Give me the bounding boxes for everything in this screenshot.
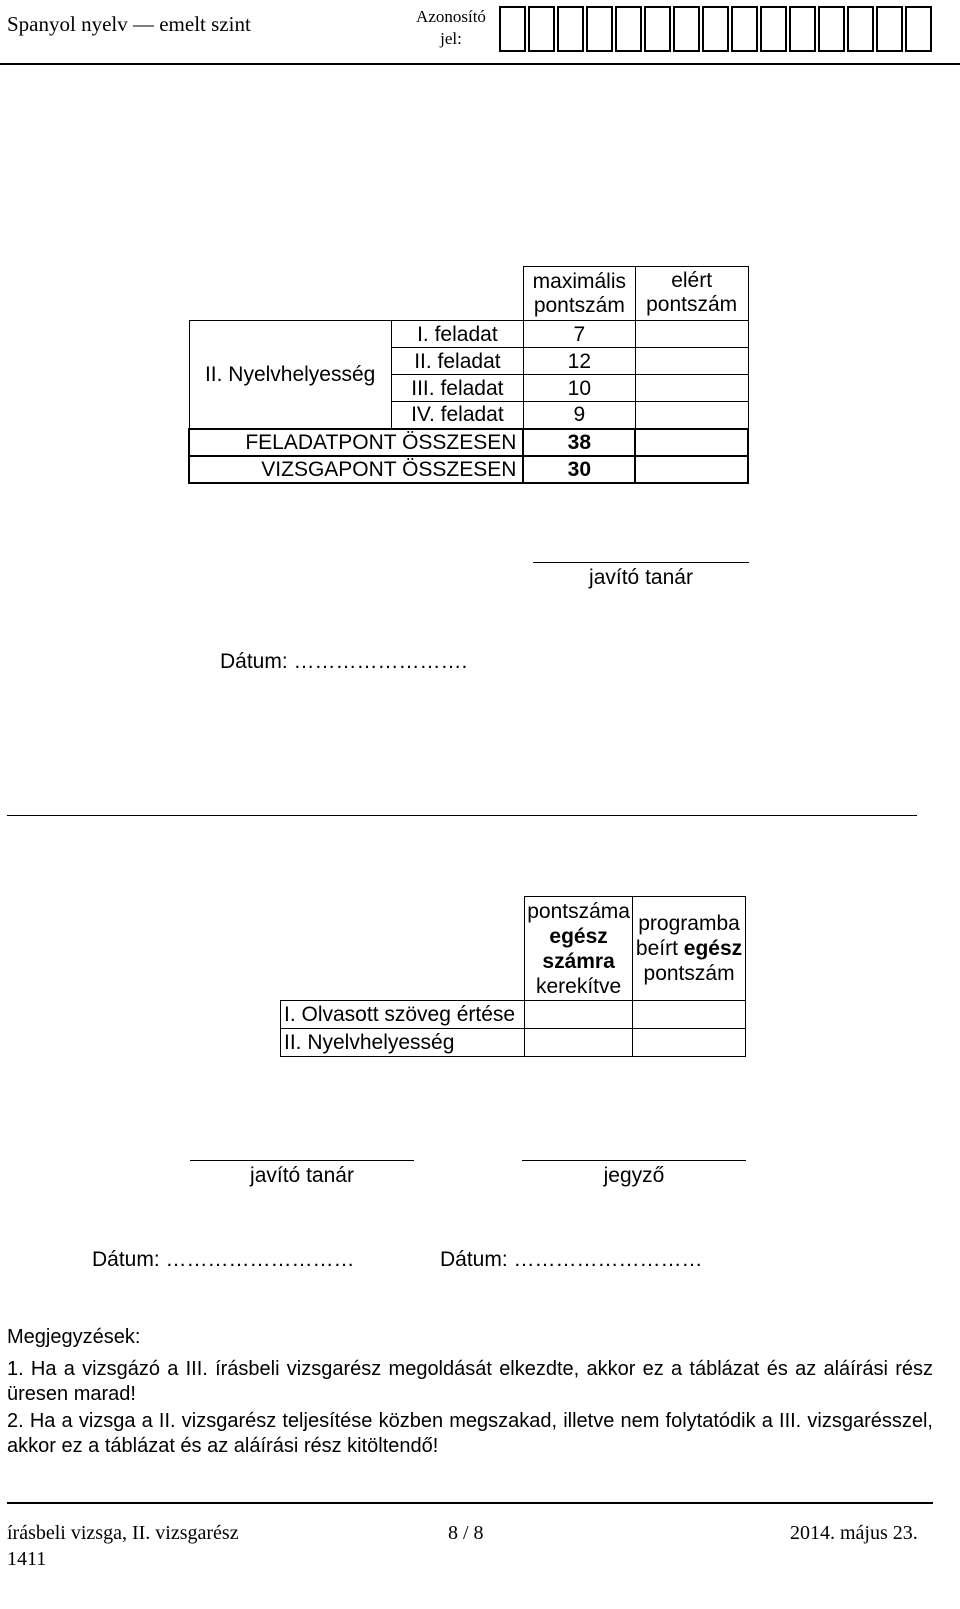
date-field[interactable]	[220, 650, 467, 674]
col-got-header: elért pontszám	[635, 267, 748, 321]
signature-line[interactable]	[533, 562, 749, 563]
teacher-signature-line[interactable]	[190, 1160, 414, 1161]
task-max: 9	[523, 402, 635, 429]
id-box[interactable]	[499, 6, 526, 52]
date-dots: …………………….	[293, 650, 468, 673]
document-title: Spanyol nyelv — emelt szint	[7, 12, 251, 36]
id-box[interactable]	[586, 6, 613, 52]
date-dots: ………………………	[165, 1248, 355, 1271]
id-box[interactable]	[760, 6, 787, 52]
document-code: 1411	[7, 1548, 47, 1570]
id-box[interactable]	[731, 6, 758, 52]
id-box[interactable]	[905, 6, 932, 52]
task-label: II. feladat	[391, 348, 523, 375]
program-score-cell[interactable]	[633, 1001, 746, 1029]
teacher-date-field[interactable]	[92, 1248, 355, 1272]
task-label: III. feladat	[391, 375, 523, 402]
id-box[interactable]	[528, 6, 555, 52]
row-label: II. Nyelvhelyesség	[281, 1029, 525, 1057]
id-label-line2: jel:	[440, 29, 462, 48]
total-exam-score-cell[interactable]	[635, 456, 748, 483]
page-number: 8 / 8	[448, 1522, 484, 1544]
rounded-score-table	[280, 896, 746, 1057]
footer-rule	[7, 1502, 933, 1504]
id-box[interactable]	[557, 6, 584, 52]
total-exam-label: VIZSGAPONT ÖSSZESEN	[189, 456, 523, 483]
clerk-date-field[interactable]	[440, 1248, 703, 1272]
id-label-line1: Azonosító	[416, 7, 486, 26]
col-program-header: programba beírt egész pontszám	[633, 897, 746, 1001]
date-label: Dátum:	[440, 1248, 508, 1271]
signature-label: javító tanár	[589, 566, 693, 589]
clerk-signature-line[interactable]	[522, 1160, 746, 1161]
program-score-cell[interactable]	[633, 1029, 746, 1057]
id-box[interactable]	[789, 6, 816, 52]
task-max: 10	[523, 375, 635, 402]
task-score-cell[interactable]	[635, 402, 748, 429]
task-score-cell[interactable]	[635, 321, 748, 348]
note-item: 1. Ha a vizsgázó a III. írásbeli vizsgarész megoldását elkezdte, akkor ez a táblázat és az aláírási rész üresen marad!	[7, 1358, 933, 1405]
total-task-score-cell[interactable]	[635, 429, 748, 456]
id-box[interactable]	[644, 6, 671, 52]
id-box[interactable]	[876, 6, 903, 52]
total-task-label: FELADATPONT ÖSSZESEN	[189, 429, 523, 456]
id-box[interactable]	[702, 6, 729, 52]
total-exam-max: 30	[523, 456, 635, 483]
note-item: 2. Ha a vizsga a II. vizsgarész teljesítése közben megszakad, illetve nem folytatódik a III. vizsgarésszel, akkor ez a táblázat és az aláírási rész kitöltendő!	[7, 1410, 933, 1457]
section-cell: II. Nyelvhelyesség	[189, 321, 391, 429]
task-max: 7	[523, 321, 635, 348]
notes-section	[7, 1325, 933, 1459]
header-rule	[0, 63, 960, 65]
row-label: I. Olvasott szöveg értése	[281, 1001, 525, 1029]
footer-date: 2014. május 23.	[790, 1522, 918, 1544]
section-divider	[7, 815, 917, 816]
date-label: Dátum:	[92, 1248, 160, 1271]
date-label: Dátum:	[220, 650, 288, 673]
task-label: IV. feladat	[391, 402, 523, 429]
task-label: I. feladat	[391, 321, 523, 348]
id-label	[410, 6, 492, 50]
task-score-cell[interactable]	[635, 348, 748, 375]
id-code-boxes	[499, 6, 934, 52]
total-task-max: 38	[523, 429, 635, 456]
id-box[interactable]	[673, 6, 700, 52]
rounded-score-cell[interactable]	[525, 1029, 633, 1057]
id-box[interactable]	[818, 6, 845, 52]
footer-exam-part: írásbeli vizsga, II. vizsgarész	[7, 1522, 239, 1544]
rounded-score-cell[interactable]	[525, 1001, 633, 1029]
task-score-cell[interactable]	[635, 375, 748, 402]
notes-heading: Megjegyzések:	[7, 1326, 141, 1348]
id-box[interactable]	[615, 6, 642, 52]
teacher-signature-label: javító tanár	[250, 1164, 354, 1187]
score-table	[188, 266, 749, 484]
id-box[interactable]	[847, 6, 874, 52]
date-dots: ………………………	[513, 1248, 703, 1271]
clerk-signature-label: jegyző	[603, 1164, 665, 1187]
task-max: 12	[523, 348, 635, 375]
col-rounded-header: pontszáma egész számra kerekítve	[525, 897, 633, 1001]
col-max-header: maximális pontszám	[523, 267, 635, 321]
